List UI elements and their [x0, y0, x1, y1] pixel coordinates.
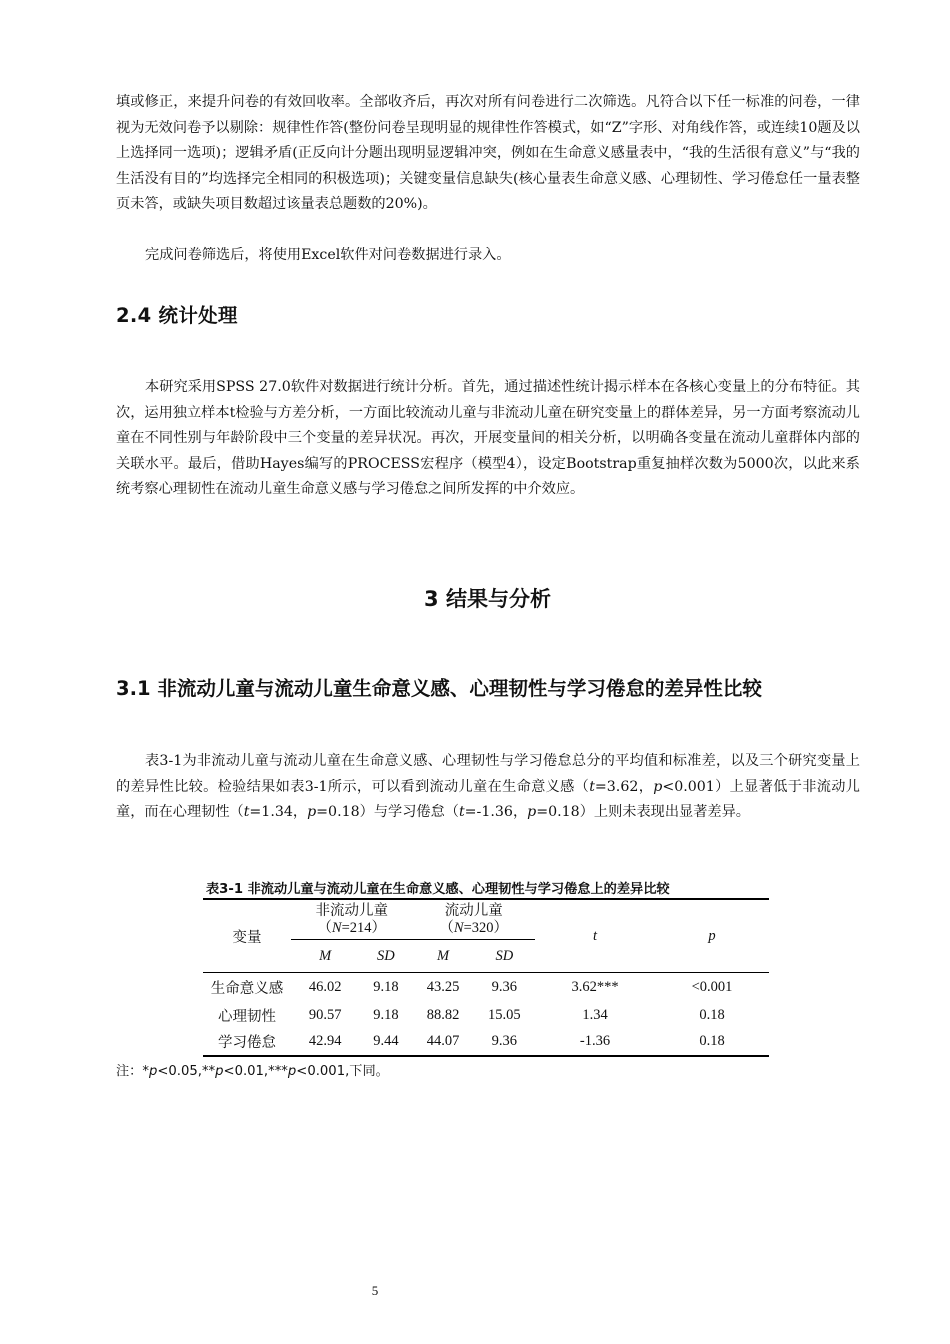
stat-symbol: p [307, 804, 317, 821]
section-3-1-body [116, 749, 860, 826]
group1-n-label: N [331, 920, 342, 936]
table-header-row [203, 899, 769, 940]
group1-n-open: （ [317, 920, 332, 936]
section-3-1-heading: 3.1 非流动儿童与流动儿童生命意义感、心理韧性与学习倦怠的差异性比较 [116, 677, 762, 700]
group2-n-label: N [453, 920, 464, 936]
body-text: =0.18）与学习倦怠（ [316, 804, 459, 821]
header-group2 [412, 899, 535, 940]
group2-name: 流动儿童 [444, 903, 503, 919]
body-text: <0.001）上显著低于非流动儿童，而在心理韧性（ [116, 778, 860, 821]
table-row [203, 1002, 769, 1029]
header-variable: 变量 [232, 929, 262, 946]
comparison-table [203, 898, 769, 1057]
table-row [203, 973, 769, 1002]
note-text: <0.001,下同。 [296, 1064, 389, 1079]
cell-sd2: 9.36 [491, 978, 518, 995]
header-p: p [708, 927, 716, 944]
note-p-symbol: p [287, 1064, 297, 1079]
stat-symbol: p [653, 778, 663, 795]
note-text: <0.05,** [157, 1064, 216, 1079]
chapter-3-heading: 3 结果与分析 [424, 587, 551, 611]
cell-m1: 90.57 [308, 1006, 342, 1023]
group1-n-value: =214） [341, 920, 387, 936]
cell-variable: 心理韧性 [218, 1008, 276, 1025]
subheader-sd2: SD [495, 947, 514, 964]
cell-m2: 88.82 [426, 1006, 460, 1023]
section-2-4-body: 本研究采用SPSS 27.0软件对数据进行统计分析。首先，通过描述性统计揭示样本在各核心变量上的分布特征。其次，运用独立样本t检验与方差分析，一方面比较流动儿童与非流动儿童在研究变量上的群体差异，另一方面考察流动儿童在不同性别与年龄阶段中三个变量的差异状况。再次，开展变量间的相关分析，以明确各变量在流动儿童群体内部的关联水平。最后，借助Hayes编写的PROCESS宏程序（模型4），设定Bootstrap重复抽样次数为5000次，以此来系统考察心理韧性在流动儿童生命意义感与学习倦怠之间所发挥的中介效应。 [116, 379, 860, 498]
note-p-symbol: p [215, 1064, 224, 1079]
stat-symbol: t [243, 804, 250, 821]
group2-n-open: （ [439, 920, 454, 936]
cell-m1: 42.94 [308, 1033, 342, 1049]
cell-sd2: 15.05 [488, 1006, 521, 1023]
cell-sd2: 9.36 [491, 1033, 518, 1049]
cell-p: <0.001 [691, 978, 733, 995]
header-group1 [291, 899, 412, 940]
subheader-m2: M [437, 947, 450, 964]
cell-t: -1.36 [579, 1033, 611, 1049]
cell-sd1: 9.44 [373, 1033, 399, 1049]
group1-n [291, 920, 412, 937]
cell-m1: 46.02 [308, 978, 342, 995]
body-text: =1.34， [249, 804, 308, 821]
note-text: <0.01,*** [223, 1064, 288, 1079]
cell-m2: 43.25 [426, 978, 460, 995]
group2-n-value: =320） [463, 920, 509, 936]
cell-t: 1.34 [582, 1006, 608, 1023]
table-note [116, 1060, 389, 1079]
group2-n [412, 920, 535, 937]
page-number: 5 [371, 1283, 379, 1298]
subheader-m1: M [319, 947, 332, 964]
table-row [203, 1029, 769, 1056]
intro-paragraph-2: 完成问卷筛选后，将使用Excel软件对问卷数据进行录入。 [145, 247, 511, 263]
note-text: 注：* [116, 1064, 149, 1079]
section-2-4-heading: 2.4 统计处理 [116, 304, 238, 327]
body-text: 表3-1为非流动儿童与流动儿童在生命意义感、心理韧性与学习倦怠总分的平均值和标准差，以及三个研究变量上的差异性比较。检验结果如表3-1所示，可以看到流动儿童在生命意义感（ [116, 753, 860, 795]
subheader-sd1: SD [377, 947, 395, 964]
group1-name: 非流动儿童 [315, 903, 388, 919]
cell-sd1: 9.18 [373, 978, 399, 995]
cell-variable: 学习倦怠 [218, 1035, 276, 1051]
note-p-symbol: p [148, 1064, 158, 1079]
header-t: t [592, 927, 598, 944]
stat-symbol: t [589, 778, 595, 795]
body-text: =3.62， [594, 778, 654, 795]
cell-variable: 生命意义感 [210, 980, 284, 997]
intro-paragraph-1: 填或修正，来提升问卷的有效回收率。全部收齐后，再次对所有问卷进行二次筛选。凡符合以下任一标准的问卷，一律视为无效问卷予以剔除：规律性作答(整份问卷呈现明显的规律性作答模式，如“Z”字形、对角线作答，或连续10题及以上选择同一选项)；逻辑矛盾(正反向计分题出现明显逻辑冲突，例如在生命意义感量表中，“我的生活很有意义”与“我的生活没有目的”均选择完全相同的积极选项)；关键变量信息缺失(核心量表生命意义感、心理韧性、学习倦怠任一量表整页未答，或缺失项目数超过该量表总题数的20%)。 [116, 94, 860, 213]
stat-symbol: t [458, 804, 465, 821]
body-text: =-1.36， [464, 804, 528, 821]
cell-p: 0.18 [699, 1033, 725, 1049]
cell-m2: 44.07 [426, 1033, 460, 1049]
cell-p: 0.18 [699, 1006, 725, 1023]
table-caption: 表3-1 非流动儿童与流动儿童在生命意义感、心理韧性与学习倦怠上的差异比较 [206, 882, 670, 897]
cell-t: 3.62*** [571, 978, 619, 995]
cell-sd1: 9.18 [373, 1006, 399, 1023]
body-text: =0.18）上则未表现出显著差异。 [536, 804, 750, 821]
stat-symbol: p [527, 804, 537, 821]
